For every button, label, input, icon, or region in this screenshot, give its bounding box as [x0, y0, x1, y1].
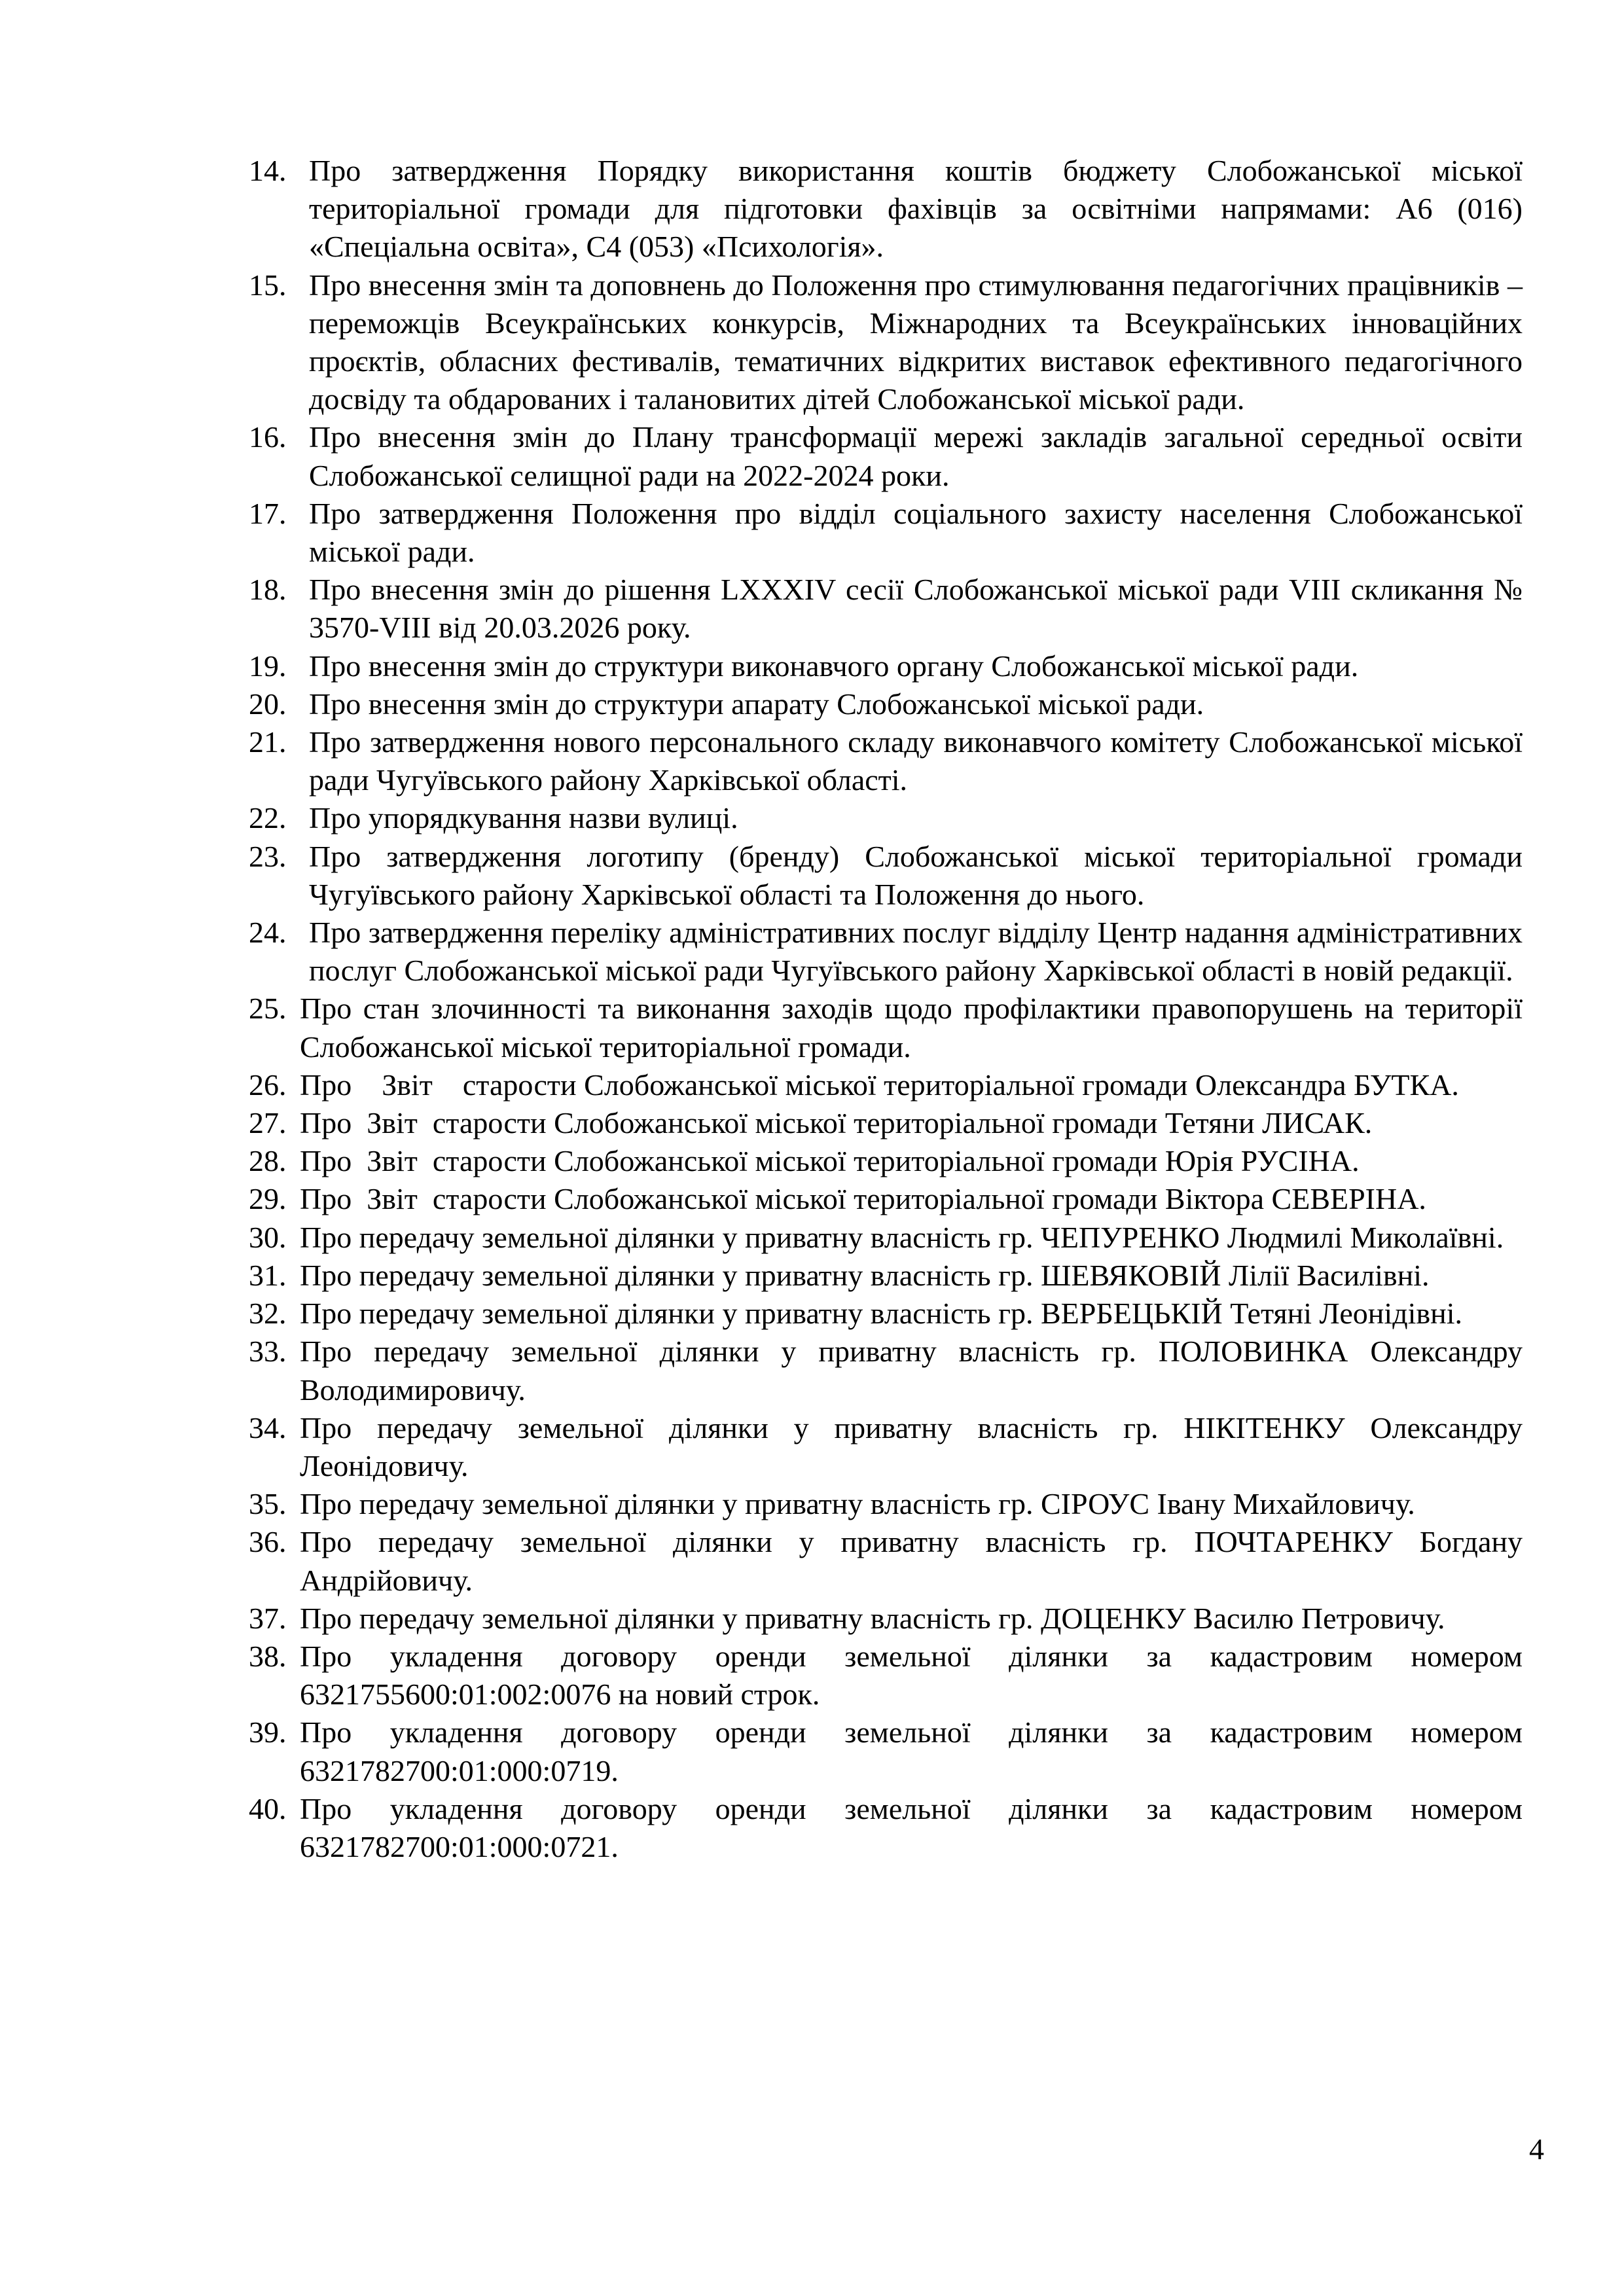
item-text: Про Звіт старости Слобожанської міської територіальної громади Юрія РУСІНА. — [300, 1144, 1360, 1178]
agenda-item — [249, 647, 1523, 685]
item-text: Про затвердження Положення про відділ соціального захисту населення Слобожанської міської ради. — [309, 496, 1523, 569]
item-text: Про Звіт старости Слобожанської міської територіальної громади Олександра БУТКА. — [300, 1067, 1459, 1102]
item-number: 34. — [249, 1410, 287, 1444]
agenda-item — [249, 1409, 1523, 1485]
agenda-item — [249, 990, 1523, 1066]
agenda-list — [249, 152, 1523, 1866]
item-number: 33. — [249, 1335, 287, 1369]
item-number: 20. — [249, 687, 287, 721]
item-number: 22. — [249, 801, 287, 835]
item-text: Про укладення договору оренди земельної ділянки за кадастровим номером 6321782700:01:000:0719. — [300, 1715, 1523, 1787]
agenda-item — [249, 1523, 1523, 1599]
item-text: Про передачу земельної ділянки у приватну власність гр. ВЕРБЕЦЬКІЙ Тетяні Леонідівні. — [300, 1297, 1463, 1331]
agenda-item — [249, 1485, 1523, 1523]
item-number: 14. — [249, 154, 287, 187]
item-number: 32. — [249, 1297, 287, 1331]
agenda-item — [249, 1790, 1523, 1866]
item-text: Про внесення змін до структури апарату Слобожанської міської ради. — [309, 687, 1204, 721]
agenda-item — [249, 1295, 1523, 1333]
item-text: Про укладення договору оренди земельної ділянки за кадастровим номером 6321782700:01:000:0721. — [300, 1791, 1523, 1863]
item-number: 37. — [249, 1601, 287, 1635]
agenda-item — [249, 1638, 1523, 1713]
item-text: Про стан злочинності та виконання заходів щодо профілактики правопорушень на території Слобожанської міської територіальної громади. — [300, 992, 1523, 1064]
agenda-item — [249, 571, 1523, 647]
agenda-item — [249, 266, 1523, 419]
item-text: Про внесення змін до рішення LXXXIV сесії Слобожанської міської ради VIII скликання № 3570-VIII від 20.03.2026 року. — [309, 573, 1523, 645]
item-number: 23. — [249, 839, 287, 873]
item-number: 28. — [249, 1144, 287, 1178]
agenda-item — [249, 1257, 1523, 1295]
item-text: Про передачу земельної ділянки у приватну власність гр. ПОЛОВИНКА Олександру Володимировичу. — [300, 1335, 1523, 1407]
item-number: 18. — [249, 573, 287, 607]
agenda-item — [249, 152, 1523, 266]
item-number: 15. — [249, 268, 287, 302]
item-number: 38. — [249, 1639, 287, 1673]
agenda-item — [249, 418, 1523, 494]
agenda-item — [249, 1180, 1523, 1218]
item-number: 25. — [249, 992, 287, 1026]
item-number: 40. — [249, 1791, 287, 1825]
item-text: Про внесення змін до структури виконавчого органу Слобожанської міської ради. — [309, 649, 1359, 683]
agenda-item — [249, 914, 1523, 990]
item-text: Про передачу земельної ділянки у приватну власність гр. НІКІТЕНКУ Олександру Леонідовичу. — [300, 1410, 1523, 1482]
item-text: Про передачу земельної ділянки у приватну власність гр. ШЕВЯКОВІЙ Лілії Василівні. — [300, 1258, 1430, 1292]
agenda-item — [249, 1713, 1523, 1789]
agenda-item — [249, 1066, 1523, 1104]
agenda-item — [249, 838, 1523, 914]
agenda-item — [249, 799, 1523, 837]
item-number: 21. — [249, 725, 287, 759]
item-number: 27. — [249, 1106, 287, 1140]
item-text: Про внесення змін та доповнень до Положення про стимулювання педагогічних працівників – переможців Всеукраїнських конкурсів, Міжнародних та Всеукраїнських інноваційних проєктів, обласних фестивалів, тематичних відкритих виставок ефективного педагогічного досвіду та обдарованих і талановитих дітей Слобожанської міської ради. — [309, 268, 1523, 416]
item-text: Про Звіт старости Слобожанської міської територіальної громади Тетяни ЛИСАК. — [300, 1106, 1373, 1140]
item-number: 39. — [249, 1715, 287, 1749]
item-number: 24. — [249, 916, 287, 950]
item-number: 19. — [249, 649, 287, 683]
item-number: 26. — [249, 1067, 287, 1102]
item-number: 17. — [249, 496, 287, 530]
item-text: Про Звіт старости Слобожанської міської територіальної громади Віктора СЕВЕРІНА. — [300, 1182, 1426, 1216]
item-number: 29. — [249, 1182, 287, 1216]
item-text: Про передачу земельної ділянки у приватну власність гр. ДОЦЕНКУ Василю Петровичу. — [300, 1601, 1445, 1635]
item-text: Про затвердження логотипу (бренду) Слобожанської міської територіальної громади Чугуївського району Харківської області та Положення до нього. — [309, 839, 1523, 911]
item-number: 31. — [249, 1258, 287, 1292]
agenda-item — [249, 685, 1523, 723]
item-text: Про внесення змін до Плану трансформації мережі закладів загальної середньої освіти Слобожанської селищної ради на 2022-2024 роки. — [309, 420, 1523, 492]
item-text: Про упорядкування назви вулиці. — [309, 801, 738, 835]
agenda-item — [249, 1333, 1523, 1408]
agenda-item — [249, 1104, 1523, 1142]
item-number: 35. — [249, 1487, 287, 1521]
agenda-item — [249, 1219, 1523, 1257]
item-text: Про затвердження Порядку використання коштів бюджету Слобожанської міської територіальної громади для підготовки фахівців за освітніми напрямами: А6 (016) «Спеціальна освіта», С4 (053) «Психологія». — [309, 154, 1523, 264]
item-text: Про укладення договору оренди земельної ділянки за кадастровим номером 6321755600:01:002:0076 на новий строк. — [300, 1639, 1523, 1712]
agenda-item — [249, 1142, 1523, 1180]
agenda-item — [249, 1600, 1523, 1638]
agenda-item — [249, 723, 1523, 799]
item-text: Про передачу земельної ділянки у приватну власність гр. ЧЕПУРЕНКО Людмилі Миколаївні. — [300, 1220, 1504, 1254]
item-text: Про передачу земельної ділянки у приватну власність гр. СІРОУС Івану Михайловичу. — [300, 1487, 1415, 1521]
page-number: 4 — [1529, 2132, 1544, 2166]
item-number: 30. — [249, 1220, 287, 1254]
item-number: 36. — [249, 1525, 287, 1559]
item-text: Про затвердження переліку адміністративних послуг відділу Центр надання адміністративних послуг Слобожанської міської ради Чугуївського району Харківської області в новій редакції. — [309, 916, 1523, 988]
item-number: 16. — [249, 420, 287, 454]
item-text: Про передачу земельної ділянки у приватну власність гр. ПОЧТАРЕНКУ Богдану Андрійовичу. — [300, 1525, 1523, 1597]
item-text: Про затвердження нового персонального складу виконавчого комітету Слобожанської міської ради Чугуївського району Харківської області. — [309, 725, 1523, 797]
agenda-item — [249, 495, 1523, 571]
